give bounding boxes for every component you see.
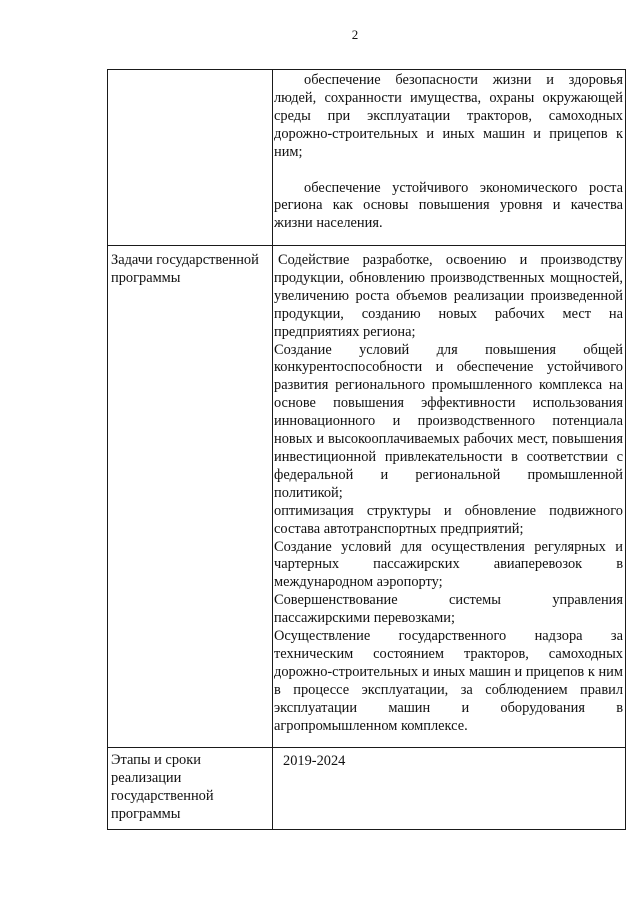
- table-row-tasks: [108, 246, 626, 748]
- stages-value: 2019-2024: [283, 753, 346, 769]
- row-label-cell: [108, 70, 273, 246]
- task-paragraph: Создание условий для осуществления регулярных и чартерных пассажирских авиаперевозок в международном аэропорту;: [274, 538, 623, 591]
- program-passport-table: [107, 69, 626, 830]
- row-label-cell: [108, 246, 273, 748]
- row-label: Этапы и сроки реализации государственной программы: [111, 752, 214, 822]
- task-paragraph: Совершенствование системы управления пассажирскими перевозками;: [274, 592, 623, 627]
- goal-paragraph: обеспечение устойчивого экономического роста региона как основы повышения уровня и качества жизни населения.: [274, 179, 623, 232]
- stages-cell: [273, 748, 626, 830]
- row-label-cell: [108, 748, 273, 830]
- goals-cell: [273, 70, 626, 246]
- task-paragraph: оптимизация структуры и обновление подвижного состава автотранспортных предприятий;: [274, 502, 623, 537]
- tasks-cell: [273, 246, 626, 748]
- row-label: [111, 70, 269, 76]
- row-label: Задачи государственной программы: [111, 252, 259, 286]
- page-number: 2: [351, 27, 359, 42]
- task-paragraph: Создание условий для повышения общей конкурентоспособности и обеспечение устойчивого развития регионального промышленного комплекса на основе повышения эффективности использования инновационного и производственного потенциала новых и высокооплачиваемых рабочих мест, повышения инвестиционной привлекательности в соответствии с федеральной и региональной промышленной политикой;: [274, 341, 623, 501]
- table-row-stages: [108, 748, 626, 830]
- task-paragraph: Содействие разработке, освоению и производству продукции, обновлению производственных мощностей, увеличению роста объемов реализации произведенной продукции, созданию новых рабочих мест на предприятиях региона;: [274, 252, 623, 340]
- goal-paragraph: обеспечение безопасности жизни и здоровья людей, сохранности имущества, охраны окружающей среды при эксплуатации тракторов, самоходных дорожно-строительных и иных машин и прицепов к ним;: [274, 72, 623, 160]
- task-paragraph: Осуществление государственного надзора за техническим состоянием тракторов, самоходных дорожно-строительных и иных машин и прицепов к ним в процессе эксплуатации, за соблюдением правил эксплуатации машин и оборудования в агропромышленном комплексе.: [274, 628, 623, 734]
- table-row-goals: [108, 70, 626, 246]
